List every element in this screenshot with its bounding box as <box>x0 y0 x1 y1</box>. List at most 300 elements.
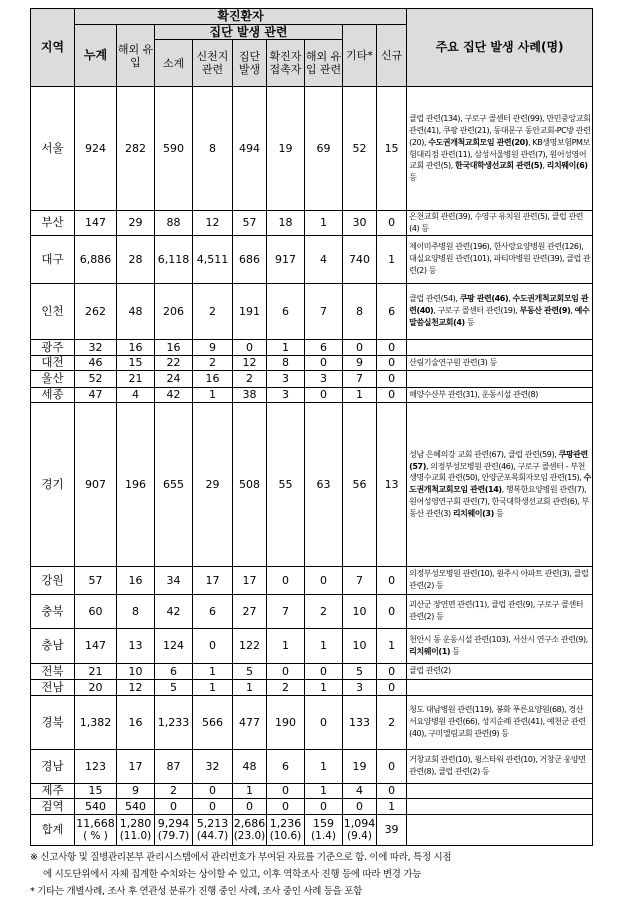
table-row <box>31 566 593 594</box>
region-cell: 대전 <box>31 355 75 370</box>
shincheonji-cell: 29 <box>193 402 233 566</box>
overseas-rel-cell: 0 <box>305 387 343 402</box>
other-cell: 3 <box>343 679 377 695</box>
case-highlight: 한국대학생선교회 관련(5) <box>455 161 543 171</box>
shincheonji-cell: 1 <box>193 387 233 402</box>
total-percent: (1.4) <box>311 829 336 842</box>
contact-cell: 0 <box>267 783 305 798</box>
overseas-rel-cell: 2 <box>305 594 343 628</box>
total-other-cell <box>343 814 377 845</box>
overseas-cell: 15 <box>117 355 155 370</box>
overseas-rel-cell: 1 <box>305 749 343 783</box>
overseas-rel-cell: 69 <box>305 87 343 211</box>
case-text: 괴산군 장연면 관련(11), 클럽 관련(9), 구로구 콜센터 관련(2) 등 <box>409 600 584 622</box>
case-text: , KB생명보험PM보험대리점 관련(11), 삼성서울병원 관련(7), 원어성영어교회 관련(5), <box>409 137 590 171</box>
overseas-rel-cell: 0 <box>305 663 343 679</box>
case-text: 온천교회 관련(39), 수영구 유치원 관련(5), 클럽 관련(4) 등 <box>409 212 584 233</box>
subtotal-cell: 1,233 <box>155 695 193 749</box>
total-value: 11,668 <box>76 816 115 830</box>
region-cell: 전남 <box>31 679 75 695</box>
contact-cell: 2 <box>267 679 305 695</box>
region-cell: 경기 <box>31 402 75 566</box>
new-cell: 0 <box>377 594 407 628</box>
footnote-line: * 기타는 개별사례, 조사 후 연관성 분류가 진행 중인 사례, 조사 중인 사례 등을 포함 <box>30 885 363 897</box>
cluster-cell: 57 <box>233 211 267 236</box>
header-confirmed: 확진환자 <box>75 9 407 25</box>
total-value: 1,094 <box>343 816 376 830</box>
total-row <box>31 814 593 845</box>
case-text: 거창교회 관련(10), 윙스타워 관련(10), 거창군 웅양면 관련(8), 클럽 관련(2) 등 <box>409 755 586 777</box>
overseas-cell: 48 <box>117 283 155 339</box>
overseas-cell: 10 <box>117 663 155 679</box>
footnote-line: ※ 신고사항 및 질병관리본부 관리시스템에서 관리번호가 부여된 자료를 기준으로 함. 이에 따라, 특정 시점 <box>30 851 452 863</box>
header-cluster-outbreak: 집단 발생 <box>233 40 267 87</box>
shincheonji-cell: 8 <box>193 87 233 211</box>
case-cell <box>407 798 593 814</box>
cluster-cell: 48 <box>233 749 267 783</box>
case-text: 성남 은혜의강 교회 관련(67), 클럽 관련(59), <box>409 449 559 459</box>
new-cell: 0 <box>377 566 407 594</box>
case-cell <box>407 663 593 679</box>
overseas-cell: 4 <box>117 387 155 402</box>
cluster-cell: 508 <box>233 402 267 566</box>
case-highlight: 수도권개척교회모임 관련(20) <box>428 137 529 147</box>
total-cell: 21 <box>75 663 117 679</box>
contact-cell: 8 <box>267 355 305 370</box>
total-cluster-cell <box>233 814 267 845</box>
total-overseas-cell <box>117 814 155 845</box>
overseas-cell: 16 <box>117 339 155 355</box>
subtotal-cell: 42 <box>155 594 193 628</box>
case-text: , <box>570 306 575 316</box>
overseas-rel-cell: 6 <box>305 339 343 355</box>
new-cell: 0 <box>377 387 407 402</box>
overseas-rel-cell: 0 <box>305 566 343 594</box>
region-cell: 경북 <box>31 695 75 749</box>
case-cell <box>407 695 593 749</box>
other-cell: 1 <box>343 387 377 402</box>
total-cell: 907 <box>75 402 117 566</box>
other-cell: 5 <box>343 663 377 679</box>
other-cell: 10 <box>343 594 377 628</box>
case-text: , 행복한요양병원 관련(7), 원어성영연구회 관련(7), 한국대학생선교회 관련(6), 부동산 관련(3) <box>409 485 589 518</box>
overseas-rel-cell: 3 <box>305 370 343 387</box>
region-cell: 서울 <box>31 87 75 211</box>
overseas-cell: 9 <box>117 783 155 798</box>
confirmed-cases-table <box>30 8 593 846</box>
subtotal-cell: 6,118 <box>155 235 193 283</box>
cluster-cell: 38 <box>233 387 267 402</box>
overseas-rel-cell: 1 <box>305 211 343 236</box>
total-cell: 1,382 <box>75 695 117 749</box>
overseas-cell: 282 <box>117 87 155 211</box>
region-cell: 검역 <box>31 798 75 814</box>
new-cell: 13 <box>377 402 407 566</box>
overseas-rel-cell: 1 <box>305 783 343 798</box>
case-text: , <box>542 161 547 171</box>
subtotal-cell: 655 <box>155 402 193 566</box>
total-cell: 46 <box>75 355 117 370</box>
other-cell: 52 <box>343 87 377 211</box>
table-body <box>31 87 593 846</box>
total-percent: (10.6) <box>269 829 302 842</box>
other-cell: 8 <box>343 283 377 339</box>
region-cell: 제주 <box>31 783 75 798</box>
overseas-rel-cell: 0 <box>305 695 343 749</box>
case-text: 클럽 관련(2) <box>409 666 451 676</box>
total-total-cell <box>75 814 117 845</box>
case-text: 등 <box>409 173 417 183</box>
total-value: 39 <box>384 822 399 836</box>
total-value: 1,236 <box>269 816 302 830</box>
case-cell <box>407 594 593 628</box>
other-cell: 7 <box>343 370 377 387</box>
region-cell: 전북 <box>31 663 75 679</box>
case-highlight: 수도권개척교회모임 관련(40) <box>409 294 589 316</box>
table-row <box>31 679 593 695</box>
header-contact: 확진자 접촉자 <box>267 40 305 87</box>
total-cell: 47 <box>75 387 117 402</box>
total-overseas-rel-cell <box>305 814 343 845</box>
case-text: 의정부성모병원 관련(10), 원주시 아파트 관련(3), 클럽 관련(2) 등 <box>409 569 589 591</box>
overseas-rel-cell: 1 <box>305 679 343 695</box>
new-cell: 0 <box>377 749 407 783</box>
case-cell <box>407 402 593 566</box>
case-text: 클럽 관련(54), <box>409 294 460 304</box>
case-text: 천안시 동 운동시설 관련(103), 서산시 연구소 관련(9), <box>409 634 588 644</box>
total-contact-cell <box>267 814 305 845</box>
region-cell: 충북 <box>31 594 75 628</box>
header-other: 기타* <box>343 25 377 87</box>
overseas-cell: 8 <box>117 594 155 628</box>
subtotal-cell: 124 <box>155 628 193 663</box>
total-percent: (9.4) <box>347 829 372 842</box>
header-region: 지역 <box>31 9 75 87</box>
table-row <box>31 339 593 355</box>
table-header <box>31 9 593 87</box>
new-cell: 0 <box>377 679 407 695</box>
new-cell: 0 <box>377 211 407 236</box>
region-cell: 경남 <box>31 749 75 783</box>
overseas-cell: 196 <box>117 402 155 566</box>
case-text: 등 <box>464 317 475 327</box>
total-shincheonji-cell <box>193 814 233 845</box>
total-value: 2,686 <box>233 816 266 830</box>
new-cell: 2 <box>377 695 407 749</box>
cluster-cell: 12 <box>233 355 267 370</box>
case-text: 해양수산부 관련(31), 운동시설 관련(8) <box>409 389 538 399</box>
region-cell: 울산 <box>31 370 75 387</box>
new-cell: 1 <box>377 235 407 283</box>
table-row <box>31 211 593 236</box>
header-new: 신규 <box>377 25 407 87</box>
subtotal-cell: 5 <box>155 679 193 695</box>
cluster-cell: 494 <box>233 87 267 211</box>
header-cluster: 집단 발생 관련 <box>155 25 343 40</box>
total-percent: ( % ) <box>83 829 108 842</box>
case-cell <box>407 679 593 695</box>
case-cell <box>407 628 593 663</box>
case-cell <box>407 370 593 387</box>
total-cell: 147 <box>75 211 117 236</box>
total-cell: 60 <box>75 594 117 628</box>
overseas-cell: 16 <box>117 566 155 594</box>
new-cell: 0 <box>377 783 407 798</box>
table-row <box>31 370 593 387</box>
table-row <box>31 355 593 370</box>
cluster-cell: 686 <box>233 235 267 283</box>
overseas-rel-cell: 63 <box>305 402 343 566</box>
new-cell: 1 <box>377 628 407 663</box>
overseas-cell: 12 <box>117 679 155 695</box>
total-cell: 20 <box>75 679 117 695</box>
shincheonji-cell: 17 <box>193 566 233 594</box>
total-cell: 540 <box>75 798 117 814</box>
new-cell: 0 <box>377 663 407 679</box>
total-value: 5,213 <box>196 816 229 830</box>
shincheonji-cell: 2 <box>193 355 233 370</box>
shincheonji-cell: 9 <box>193 339 233 355</box>
overseas-cell: 540 <box>117 798 155 814</box>
total-cell: 147 <box>75 628 117 663</box>
total-cell: 15 <box>75 783 117 798</box>
header-shincheonji: 신천지 관련 <box>193 40 233 87</box>
table-row <box>31 387 593 402</box>
new-cell: 6 <box>377 283 407 339</box>
shincheonji-cell: 4,511 <box>193 235 233 283</box>
case-cell <box>407 283 593 339</box>
shincheonji-cell: 0 <box>193 798 233 814</box>
region-cell: 대구 <box>31 235 75 283</box>
table-row <box>31 594 593 628</box>
case-cell <box>407 749 593 783</box>
contact-cell: 0 <box>267 566 305 594</box>
other-cell: 30 <box>343 211 377 236</box>
table-row <box>31 783 593 798</box>
header-overseas: 해외 유입 <box>117 25 155 87</box>
case-text: 클럽 관련(134), 구로구 콜센터 관련(99), 만민중앙교회 관련(41), 쿠팡 관련(21), 동대문구 동안교회-PC방 관련(20), <box>409 114 591 147</box>
case-cell <box>407 355 593 370</box>
other-cell: 133 <box>343 695 377 749</box>
subtotal-cell: 87 <box>155 749 193 783</box>
overseas-rel-cell: 7 <box>305 283 343 339</box>
total-case-cell <box>407 814 593 845</box>
other-cell: 0 <box>343 798 377 814</box>
total-value: 159 <box>313 816 334 830</box>
subtotal-cell: 24 <box>155 370 193 387</box>
overseas-cell: 16 <box>117 695 155 749</box>
new-cell: 15 <box>377 87 407 211</box>
header-cluster-overseas: 해외 유입 관련 <box>305 40 343 87</box>
cluster-cell: 0 <box>233 798 267 814</box>
subtotal-cell: 22 <box>155 355 193 370</box>
case-text: 산림기술연구원 관련(3) 등 <box>409 357 497 367</box>
total-cell: 32 <box>75 339 117 355</box>
case-text: 등 <box>493 508 504 518</box>
overseas-cell: 28 <box>117 235 155 283</box>
shincheonji-cell: 1 <box>193 679 233 695</box>
overseas-rel-cell: 1 <box>305 628 343 663</box>
shincheonji-cell: 12 <box>193 211 233 236</box>
total-value: 9,294 <box>157 816 190 830</box>
contact-cell: 6 <box>267 749 305 783</box>
table-row <box>31 749 593 783</box>
other-cell: 19 <box>343 749 377 783</box>
case-cell <box>407 235 593 283</box>
new-cell: 0 <box>377 339 407 355</box>
other-cell: 0 <box>343 339 377 355</box>
overseas-rel-cell: 0 <box>305 798 343 814</box>
other-cell: 9 <box>343 355 377 370</box>
case-cell <box>407 211 593 236</box>
new-cell: 1 <box>377 798 407 814</box>
header-cases: 주요 집단 발생 사례(명) <box>407 9 593 87</box>
contact-cell: 3 <box>267 370 305 387</box>
shincheonji-cell: 2 <box>193 283 233 339</box>
case-highlight: 리치웨이(3) <box>452 508 494 518</box>
total-subtotal-cell <box>155 814 193 845</box>
overseas-rel-cell: 4 <box>305 235 343 283</box>
contact-cell: 18 <box>267 211 305 236</box>
new-cell: 0 <box>377 355 407 370</box>
other-cell: 56 <box>343 402 377 566</box>
case-text: 등 <box>450 646 460 656</box>
region-cell: 강원 <box>31 566 75 594</box>
subtotal-cell: 590 <box>155 87 193 211</box>
contact-cell: 7 <box>267 594 305 628</box>
overseas-cell: 13 <box>117 628 155 663</box>
case-text: , 구로구 콜센터 관련(19), <box>433 306 520 316</box>
case-text: 청도 대남병원 관련(119), 봉화 푸른요양원(68), 경산 서요양병원 관련(66), 성지순례 관련(41), 예천군 관련(40), 구미엘림교회 관련(9) 등 <box>409 705 586 738</box>
table-row <box>31 283 593 339</box>
overseas-cell: 17 <box>117 749 155 783</box>
contact-cell: 55 <box>267 402 305 566</box>
overseas-cell: 21 <box>117 370 155 387</box>
contact-cell: 1 <box>267 628 305 663</box>
overseas-rel-cell: 0 <box>305 355 343 370</box>
cluster-cell: 477 <box>233 695 267 749</box>
case-text: , <box>508 294 513 304</box>
table-row <box>31 402 593 566</box>
contact-cell: 1 <box>267 339 305 355</box>
cluster-cell: 5 <box>233 663 267 679</box>
overseas-cell: 29 <box>117 211 155 236</box>
contact-cell: 917 <box>267 235 305 283</box>
cluster-cell: 17 <box>233 566 267 594</box>
other-cell: 740 <box>343 235 377 283</box>
shincheonji-cell: 0 <box>193 628 233 663</box>
total-cell: 924 <box>75 87 117 211</box>
total-cell: 6,886 <box>75 235 117 283</box>
contact-cell: 3 <box>267 387 305 402</box>
total-percent: (44.7) <box>196 829 229 842</box>
case-cell <box>407 566 593 594</box>
case-cell <box>407 387 593 402</box>
table-row <box>31 628 593 663</box>
case-highlight: 부동산 관련(9) <box>519 306 571 316</box>
case-cell <box>407 339 593 355</box>
case-cell <box>407 87 593 211</box>
other-cell: 4 <box>343 783 377 798</box>
shincheonji-cell: 16 <box>193 370 233 387</box>
table-row <box>31 695 593 749</box>
subtotal-cell: 88 <box>155 211 193 236</box>
table-row <box>31 235 593 283</box>
new-cell: 0 <box>377 370 407 387</box>
cluster-cell: 27 <box>233 594 267 628</box>
shincheonji-cell: 566 <box>193 695 233 749</box>
table-row <box>31 87 593 211</box>
cluster-cell: 191 <box>233 283 267 339</box>
cluster-cell: 2 <box>233 370 267 387</box>
header-total: 누계 <box>75 25 117 87</box>
total-percent: (11.0) <box>119 829 152 842</box>
case-highlight: 수도권개척교회모임 관련(14) <box>409 473 591 495</box>
region-cell: 세종 <box>31 387 75 402</box>
region-cell: 충남 <box>31 628 75 663</box>
footnotes <box>30 849 592 900</box>
subtotal-cell: 0 <box>155 798 193 814</box>
region-cell: 인천 <box>31 283 75 339</box>
subtotal-cell: 206 <box>155 283 193 339</box>
contact-cell: 19 <box>267 87 305 211</box>
cluster-cell: 1 <box>233 783 267 798</box>
cluster-cell: 0 <box>233 339 267 355</box>
region-cell: 부산 <box>31 211 75 236</box>
shincheonji-cell: 1 <box>193 663 233 679</box>
subtotal-cell: 2 <box>155 783 193 798</box>
contact-cell: 190 <box>267 695 305 749</box>
case-text: 제이미주병원 관련(196), 한사랑요양병원 관련(126), 대실요양병원 관련(101), 파티마병원 관련(39), 클럽 관련(2) 등 <box>409 242 591 275</box>
cluster-cell: 1 <box>233 679 267 695</box>
case-highlight: 쿠팡관련(57) <box>409 449 588 471</box>
table-row <box>31 663 593 679</box>
total-percent: (23.0) <box>233 829 266 842</box>
other-cell: 10 <box>343 628 377 663</box>
subtotal-cell: 42 <box>155 387 193 402</box>
header-subtotal: 소계 <box>155 40 193 87</box>
shincheonji-cell: 32 <box>193 749 233 783</box>
footnote-line: 에 시도단위에서 자체 집계한 수치와는 상이할 수 있고, 이후 역학조사 진행 등에 따라 변경 가능 <box>43 868 422 880</box>
subtotal-cell: 6 <box>155 663 193 679</box>
case-highlight: 리치웨이(6) <box>546 161 588 171</box>
cluster-cell: 122 <box>233 628 267 663</box>
case-highlight: 예수말씀실천교회(4) <box>409 306 590 327</box>
contact-cell: 0 <box>267 798 305 814</box>
total-cell: 57 <box>75 566 117 594</box>
table-row <box>31 798 593 814</box>
subtotal-cell: 34 <box>155 566 193 594</box>
case-highlight: 리치웨이(1) <box>409 646 451 656</box>
contact-cell: 6 <box>267 283 305 339</box>
case-cell <box>407 783 593 798</box>
region-cell: 광주 <box>31 339 75 355</box>
total-cell: 262 <box>75 283 117 339</box>
shincheonji-cell: 6 <box>193 594 233 628</box>
total-cell: 123 <box>75 749 117 783</box>
subtotal-cell: 16 <box>155 339 193 355</box>
total-region-cell: 합계 <box>31 814 75 845</box>
contact-cell: 0 <box>267 663 305 679</box>
shincheonji-cell: 0 <box>193 783 233 798</box>
total-value: 1,280 <box>119 816 152 830</box>
total-cell: 52 <box>75 370 117 387</box>
other-cell: 7 <box>343 566 377 594</box>
total-new-cell <box>377 814 407 845</box>
case-highlight: 쿠팡 관련(46) <box>459 294 509 304</box>
case-text: , 의정부성모병원 관련(46), 구로구 콜센터 - 부천 생명수교회 관련(50), 안양군포목회자모임 관련(15), <box>409 461 586 483</box>
total-percent: (79.7) <box>157 829 190 842</box>
